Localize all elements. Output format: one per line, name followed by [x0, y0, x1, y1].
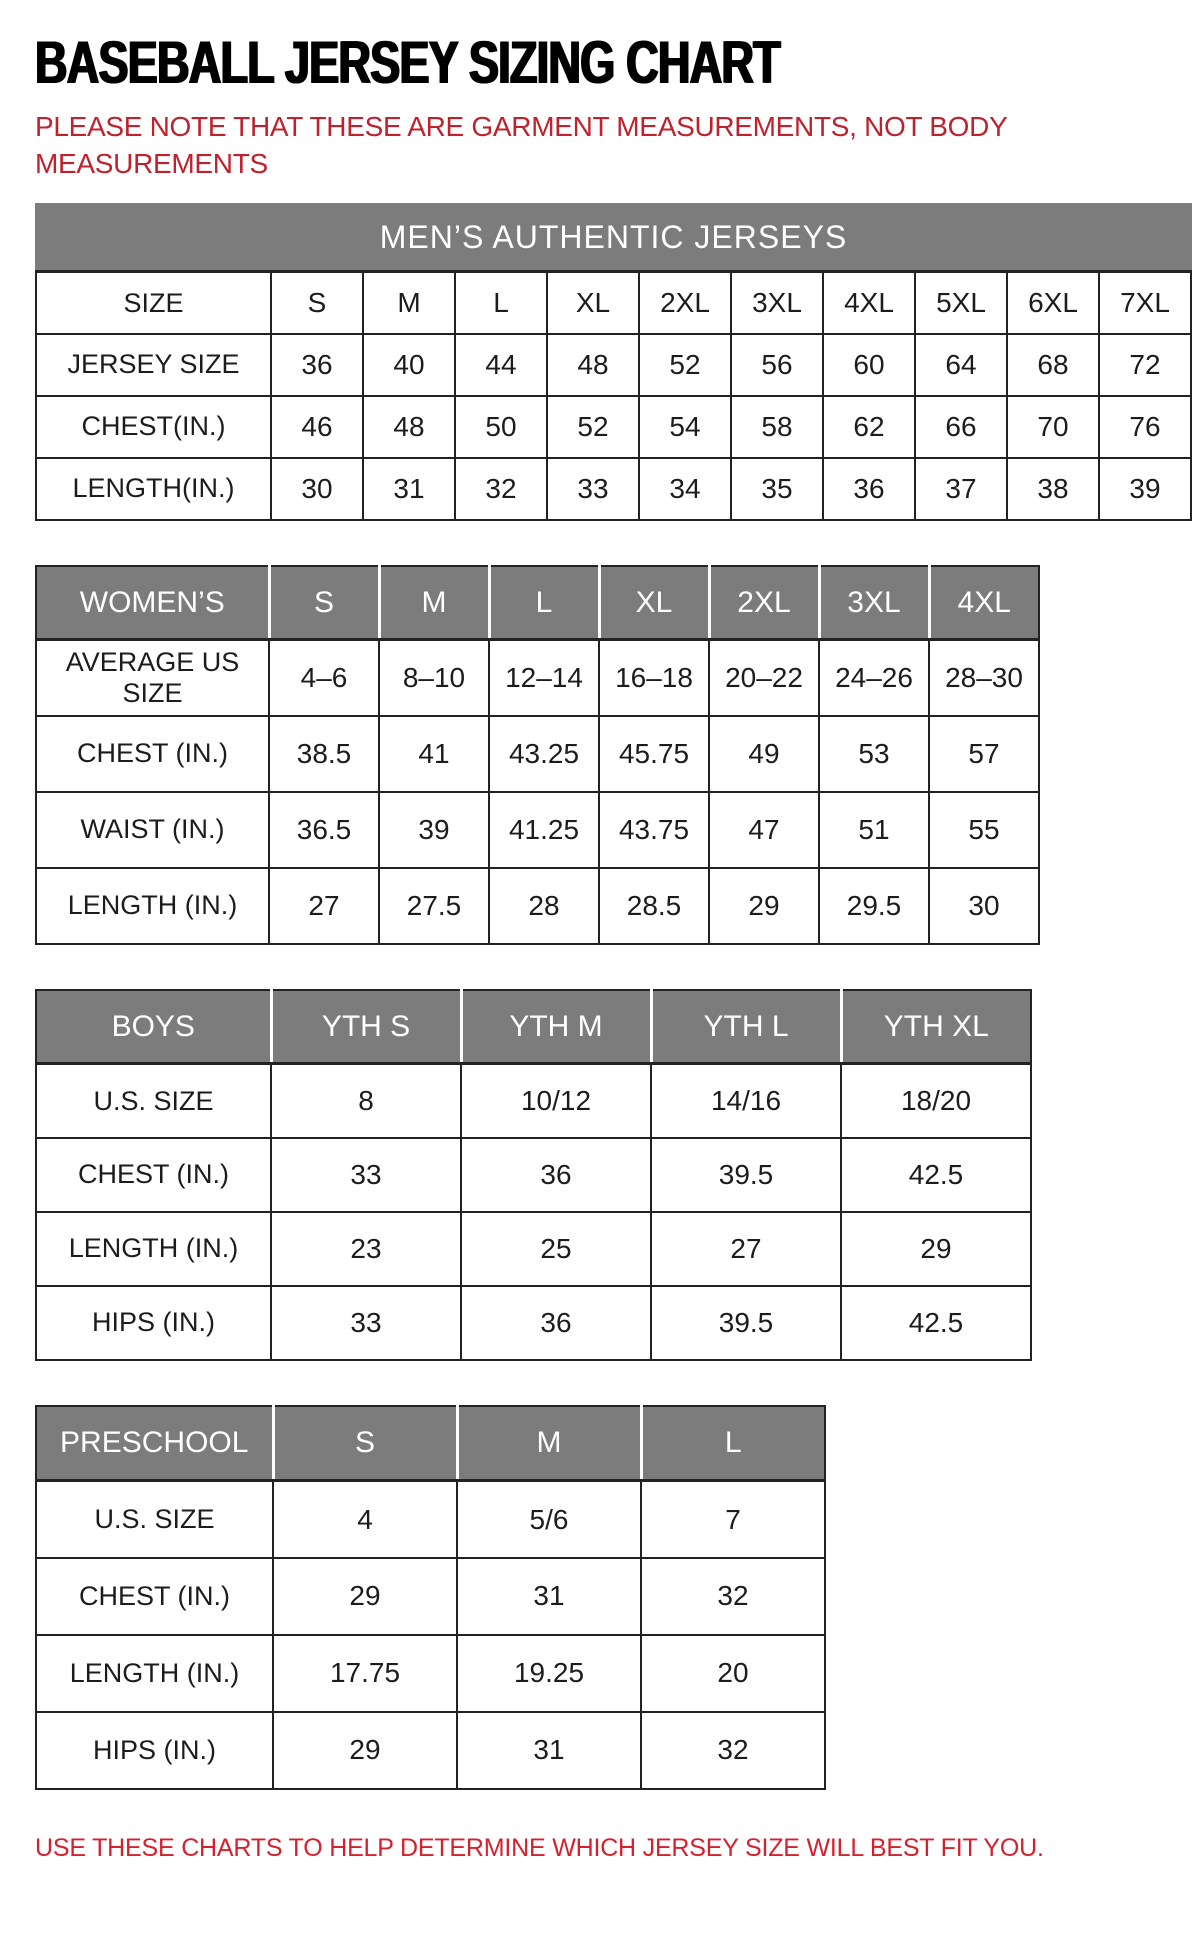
size-column-header: YTH XL [841, 990, 1031, 1064]
value-cell: 10/12 [461, 1064, 651, 1138]
value-cell: 45.75 [599, 716, 709, 792]
value-cell: 39.5 [651, 1286, 841, 1360]
value-cell: 32 [641, 1712, 825, 1789]
size-column-header: M [363, 272, 455, 334]
table-row [36, 716, 1039, 792]
value-cell: 48 [547, 334, 639, 396]
value-cell: 12–14 [489, 640, 599, 716]
value-cell: 20–22 [709, 640, 819, 716]
value-cell: 49 [709, 716, 819, 792]
row-label: WAIST (IN.) [36, 792, 269, 868]
value-cell: 56 [731, 334, 823, 396]
footer-note: USE THESE CHARTS TO HELP DETERMINE WHICH JERSEY SIZE WILL BEST FIT YOU. [35, 1833, 1044, 1862]
value-cell: 29.5 [819, 868, 929, 944]
size-column-header: L [641, 1406, 825, 1481]
page-title: BASEBALL JERSEY SIZING CHART [35, 29, 780, 96]
value-cell: 33 [547, 458, 639, 520]
value-cell: 29 [709, 868, 819, 944]
value-cell: 16–18 [599, 640, 709, 716]
value-cell: 43.25 [489, 716, 599, 792]
size-column-header: 4XL [823, 272, 915, 334]
row-label: CHEST(IN.) [36, 396, 271, 458]
size-column-header: YTH L [651, 990, 841, 1064]
mens-authentic-jerseys-table [35, 203, 1192, 521]
value-cell: 27.5 [379, 868, 489, 944]
corner-label: PRESCHOOL [36, 1406, 273, 1481]
value-cell: 58 [731, 396, 823, 458]
size-column-header: L [455, 272, 547, 334]
table-row [36, 1635, 825, 1712]
value-cell: 25 [461, 1212, 651, 1286]
value-cell: 28.5 [599, 868, 709, 944]
row-label: HIPS (IN.) [36, 1286, 271, 1360]
header-row [36, 566, 1039, 640]
value-cell: 4–6 [269, 640, 379, 716]
row-label: JERSEY SIZE [36, 334, 271, 396]
size-column-header: S [273, 1406, 457, 1481]
preschool-sizing-table [35, 1405, 826, 1790]
value-cell: 48 [363, 396, 455, 458]
value-cell: 4 [273, 1481, 457, 1558]
row-label: CHEST (IN.) [36, 716, 269, 792]
header-row [36, 990, 1031, 1064]
value-cell: 17.75 [273, 1635, 457, 1712]
value-cell: 39.5 [651, 1138, 841, 1212]
value-cell: 31 [363, 458, 455, 520]
value-cell: 27 [269, 868, 379, 944]
value-cell: 38 [1007, 458, 1099, 520]
table-row [36, 1712, 825, 1789]
table-row [36, 334, 1191, 396]
row-label: U.S. SIZE [36, 1064, 271, 1138]
row-label: U.S. SIZE [36, 1481, 273, 1558]
garment-note-line-2: MEASUREMENTS [35, 147, 268, 179]
size-column-header: 4XL [929, 566, 1039, 640]
table-row [36, 1481, 825, 1558]
value-cell: 39 [1099, 458, 1191, 520]
table-row [36, 396, 1191, 458]
value-cell: 19.25 [457, 1635, 641, 1712]
value-cell: 44 [455, 334, 547, 396]
table-row [36, 458, 1191, 520]
value-cell: 52 [639, 334, 731, 396]
value-cell: 36 [823, 458, 915, 520]
value-cell: 62 [823, 396, 915, 458]
corner-label: SIZE [36, 272, 271, 334]
table-row [36, 1138, 1031, 1212]
value-cell: 29 [273, 1558, 457, 1635]
table-row [36, 792, 1039, 868]
value-cell: 41 [379, 716, 489, 792]
value-cell: 37 [915, 458, 1007, 520]
row-label: HIPS (IN.) [36, 1712, 273, 1789]
corner-label: WOMEN’S [36, 566, 269, 640]
table-row [36, 1558, 825, 1635]
value-cell: 29 [273, 1712, 457, 1789]
value-cell: 60 [823, 334, 915, 396]
row-label: CHEST (IN.) [36, 1138, 271, 1212]
size-column-header: 3XL [819, 566, 929, 640]
header-row [36, 272, 1191, 334]
value-cell: 7 [641, 1481, 825, 1558]
size-column-header: 7XL [1099, 272, 1191, 334]
row-label: LENGTH (IN.) [36, 1635, 273, 1712]
value-cell: 28–30 [929, 640, 1039, 716]
value-cell: 42.5 [841, 1286, 1031, 1360]
value-cell: 66 [915, 396, 1007, 458]
value-cell: 70 [1007, 396, 1099, 458]
value-cell: 34 [639, 458, 731, 520]
value-cell: 23 [271, 1212, 461, 1286]
value-cell: 68 [1007, 334, 1099, 396]
value-cell: 31 [457, 1558, 641, 1635]
size-column-header: 3XL [731, 272, 823, 334]
table-row [36, 868, 1039, 944]
row-label: AVERAGE US SIZE [36, 640, 269, 716]
value-cell: 36 [271, 334, 363, 396]
value-cell: 76 [1099, 396, 1191, 458]
value-cell: 20 [641, 1635, 825, 1712]
table-row [36, 1286, 1031, 1360]
size-column-header: S [271, 272, 363, 334]
value-cell: 72 [1099, 334, 1191, 396]
corner-label: BOYS [36, 990, 271, 1064]
value-cell: 54 [639, 396, 731, 458]
boys-sizing-table [35, 989, 1032, 1361]
garment-note-line-1: PLEASE NOTE THAT THESE ARE GARMENT MEASUREMENTS, NOT BODY [35, 111, 1008, 142]
value-cell: 43.75 [599, 792, 709, 868]
value-cell: 51 [819, 792, 929, 868]
value-cell: 46 [271, 396, 363, 458]
row-label: LENGTH (IN.) [36, 1212, 271, 1286]
value-cell: 57 [929, 716, 1039, 792]
value-cell: 27 [651, 1212, 841, 1286]
header-row [36, 1406, 825, 1481]
size-column-header: 2XL [709, 566, 819, 640]
size-column-header: M [379, 566, 489, 640]
value-cell: 47 [709, 792, 819, 868]
value-cell: 42.5 [841, 1138, 1031, 1212]
value-cell: 33 [271, 1286, 461, 1360]
value-cell: 31 [457, 1712, 641, 1789]
size-column-header: XL [547, 272, 639, 334]
size-column-header: M [457, 1406, 641, 1481]
table-row [36, 640, 1039, 716]
value-cell: 30 [271, 458, 363, 520]
size-column-header: YTH M [461, 990, 651, 1064]
value-cell: 29 [841, 1212, 1031, 1286]
row-label: LENGTH(IN.) [36, 458, 271, 520]
value-cell: 32 [641, 1558, 825, 1635]
value-cell: 28 [489, 868, 599, 944]
value-cell: 33 [271, 1138, 461, 1212]
value-cell: 50 [455, 396, 547, 458]
value-cell: 36.5 [269, 792, 379, 868]
value-cell: 53 [819, 716, 929, 792]
table-row [36, 1212, 1031, 1286]
value-cell: 64 [915, 334, 1007, 396]
value-cell: 36 [461, 1138, 651, 1212]
value-cell: 24–26 [819, 640, 929, 716]
value-cell: 55 [929, 792, 1039, 868]
size-column-header: XL [599, 566, 709, 640]
table-banner-row [36, 204, 1191, 272]
value-cell: 36 [461, 1286, 651, 1360]
table-row [36, 1064, 1031, 1138]
size-column-header: 5XL [915, 272, 1007, 334]
value-cell: 38.5 [269, 716, 379, 792]
garment-measurements-note [35, 109, 1200, 183]
size-column-header: S [269, 566, 379, 640]
size-column-header: YTH S [271, 990, 461, 1064]
value-cell: 8 [271, 1064, 461, 1138]
value-cell: 14/16 [651, 1064, 841, 1138]
table-banner: MEN’S AUTHENTIC JERSEYS [36, 204, 1191, 272]
value-cell: 8–10 [379, 640, 489, 716]
value-cell: 35 [731, 458, 823, 520]
value-cell: 41.25 [489, 792, 599, 868]
womens-sizing-table [35, 565, 1040, 945]
value-cell: 40 [363, 334, 455, 396]
value-cell: 30 [929, 868, 1039, 944]
value-cell: 5/6 [457, 1481, 641, 1558]
value-cell: 52 [547, 396, 639, 458]
size-column-header: 6XL [1007, 272, 1099, 334]
size-column-header: L [489, 566, 599, 640]
value-cell: 32 [455, 458, 547, 520]
value-cell: 39 [379, 792, 489, 868]
row-label: LENGTH (IN.) [36, 868, 269, 944]
size-column-header: 2XL [639, 272, 731, 334]
row-label: CHEST (IN.) [36, 1558, 273, 1635]
value-cell: 18/20 [841, 1064, 1031, 1138]
